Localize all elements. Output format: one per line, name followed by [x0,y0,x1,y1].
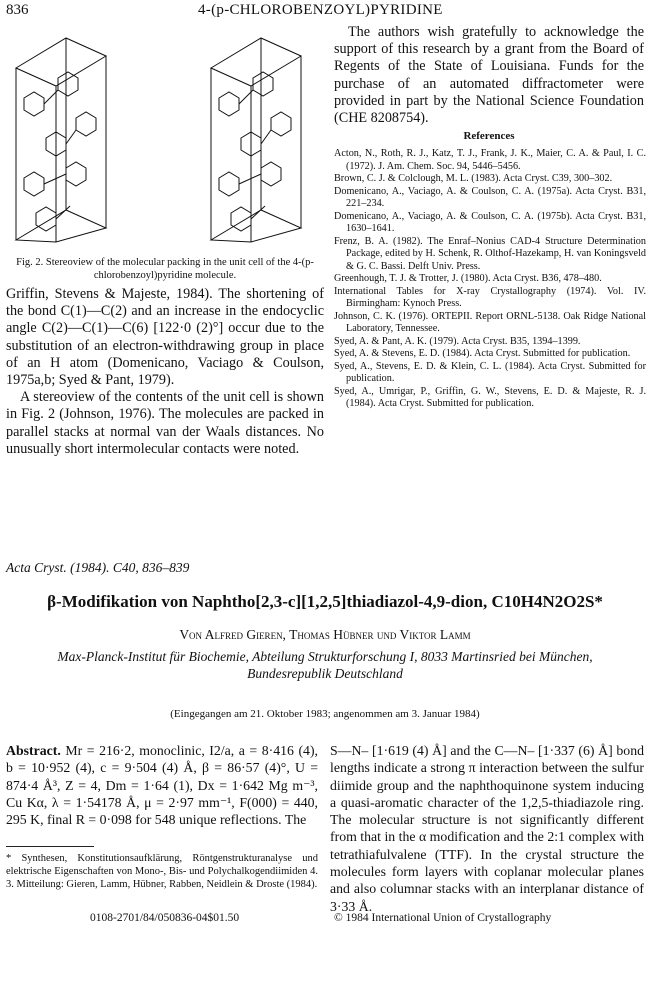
reference-item: Brown, C. J. & Colclough, M. L. (1983). Acta Cryst. C39, 300–302. [334,173,613,184]
abstract-left [6,742,318,828]
references-list [334,148,646,411]
reference-item: Frenz, B. A. (1982). The Enraf–Nonius CAD-4 Structure Determination Package, edited by H. Schenk, R. Olthof-Hazekamp, H. van Koningsveld & G. C. Bassi. Delft Univ. Press. [334,235,646,272]
page-number: 836 [6,2,29,18]
abstract-text: Mr = 216·2, monoclinic, I2/a, a = 8·416 (4), b = 10·952 (4), c = 9·504 (4) Å, β = 86·57 (4)°, U = 874·4 Å³, Z = 4, Dm = 1·64 (1), Dx = 1·642 Mg m⁻³, Cu Kα, λ = 1·54178 Å, μ = 2·97 mm⁻¹, F(000) = 440, 295 K, final R = 0·098 for 548 unique reflections. The [6,743,318,828]
footnote: * Synthesen, Konstitutionsaufklärung, Röntgenstrukturanalyse und elektrische Eigenschaften von Mono-, Bis- und Polychalkogendiimiden 4. 3. Mitteilung: Gieren, Lamm, Hübner, Rabben, Neidlein & Droste (1984). [6,853,318,890]
stereoview-figure [6,28,324,250]
journal-reference: Acta Cryst. (1984). C40, 836–839 [6,560,190,575]
copyright: © 1984 International Union of Crystallography [334,912,552,924]
body-paragraph: Griffin, Stevens & Majeste, 1984). The shortening of the bond C(1)—C(2) and an increase in the endocyclic angle C(2)—C(1)—C(6) [122·0 (2)°] occur due to the substitution of an electron-withdrawing group in place of an H atom (Domenicano, Vaciago & Coulson, 1975a,b; Syed & Pant, 1979). [6,286,324,389]
running-title: 4-(p-CHLOROBENZOYL)PYRIDINE [198,2,443,18]
reference-item: Syed, A., Stevens, E. D. & Klein, C. L. (1984). Acta Cryst. Submitted for publication. [334,360,646,384]
reference-item: Syed, A. & Pant, A. K. (1979). Acta Cryst. B35, 1394–1399. [334,335,581,347]
article-authors: Von Alfred Gieren, Thomas Hübner und Viktor Lamm [179,627,471,642]
reference-item: Domenicano, A., Vaciago, A. & Coulson, C. A. (1975b). Acta Cryst. B31, 1630–1641. [334,210,646,234]
reference-item: International Tables for X-ray Crystallography (1974). Vol. IV. Birmingham: Kynoch Press. [334,285,646,309]
article-affiliation: Max-Planck-Institut für Biochemie, Abteilung Strukturforschung I, 8033 Martinsried bei München, Bundesrepublik Deutschland [57,649,593,681]
reference-item: Greenhough, T. J. & Trotter, J. (1980). Acta Cryst. B36, 478–480. [334,273,602,284]
received-dates: (Eingegangen am 21. Oktober 1983; angenommen am 3. Januar 1984) [170,708,480,720]
reference-item: Acton, N., Roth, R. J., Katz, T. J., Frank, J. K., Maier, C. A. & Paul, I. C. (1972). J. Am. Chem. Soc. 94, 5446–5456. [334,148,646,172]
abstract-label: Abstract. [6,743,61,758]
article-code: 0108-2701/84/050836-04$01.50 [90,912,240,924]
article-title: β-Modifikation von Naphtho[2,3-c][1,2,5]thiadiazol-4,9-dion, C10H4N2O2S* [47,592,603,611]
acknowledgement: The authors wish gratefully to acknowledge the support of this research by a grant from the Board of Regents of the State of Louisiana. Funds for the purchase of an automated diffractometer were provided in part by the National Science Foundation (CHE 8208754). [334,24,644,127]
reference-item: Domenicano, A., Vaciago, A. & Coulson, C. A. (1975a). Acta Cryst. B31, 221–234. [334,185,646,209]
reference-item: Syed, A. & Stevens, E. D. (1984). Acta Cryst. Submitted for publication. [334,348,631,359]
reference-item: Syed, A., Umrigar, P., Griffin, G. W., Stevens, E. D. & Majeste, R. J. (1984). Acta Cryst. Submitted for publication. [334,385,646,409]
references-heading: References [463,130,515,142]
body-paragraph: A stereoview of the contents of the unit cell is shown in Fig. 2 (Johnson, 1976). The molecules are packed in parallel stacks at normal van der Waals distances. No unusually short intermolecular contacts were noted. [6,389,324,457]
abstract-right: S—N– [1·619 (4) Å] and the C—N– [1·337 (6) Å] bond lengths indicate a strong π interaction between the sulfur diimide group and the naphthoquinone system inducing a quasi-aromatic character of the 1,2,5-thiadiazole ring. The molecular structure is not significantly different from that in the α modification and the 2:1 complex with tetrathiafulvalene (TTF). In the crystal structure the molecules form layers with coplanar molecular planes and also columnar stacks with an interplanar distance of 3·33 Å. [330,743,644,914]
body-text-left [6,286,324,458]
reference-item: Johnson, C. K. (1976). ORTEPII. Report ORNL-5138. Oak Ridge National Laboratory, Tennessee. [334,310,646,334]
figure-caption: Fig. 2. Stereoview of the molecular packing in the unit cell of the 4-(p-chlorobenzoyl)pyridine molecule. [16,257,314,281]
footnote-rule [6,846,94,847]
